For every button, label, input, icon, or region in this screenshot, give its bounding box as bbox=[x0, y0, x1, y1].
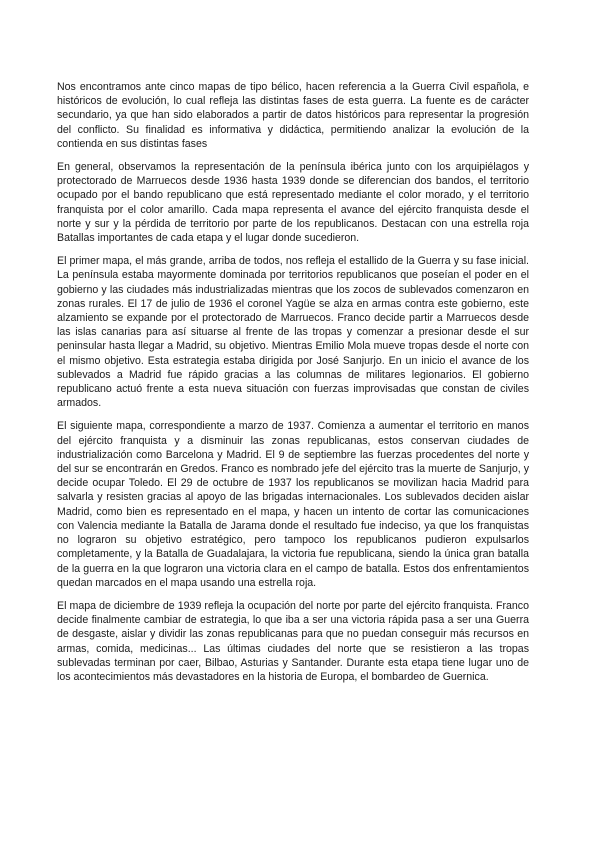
paragraph-general: En general, observamos la representación de la península ibérica junto con los arquipiélagos y protectorado de Marruecos desde 1936 hasta 1939 donde se diferencian dos bandos, el territorio ocupado por el bando republicano que está representado mediante el color morado, y el territorio franquista por el color amarillo. Cada mapa representa el avance del ejército franquista desde el norte y sur y la pérdida de territorio por parte de los republicanos. Destacan con una estrella roja Batallas importantes de cada etapa y el lugar donde sucedieron. bbox=[57, 161, 529, 245]
paragraph-intro: Nos encontramos ante cinco mapas de tipo bélico, hacen referencia a la Guerra Civil española, e históricos de evolución, lo cual refleja las distintas fases de esta guerra. La fuente es de carácter secundario, ya que han sido elaborados a partir de datos históricos para representar la progresión del conflicto. Su finalidad es informativa y didáctica, permitiendo analizar la evolución de la contienda en sus distintas fases bbox=[57, 81, 529, 150]
paragraph-third-map: El mapa de diciembre de 1939 refleja la ocupación del norte por parte del ejército franquista. Franco decide finalmente cambiar de estrategia, lo que iba a ser una victoria rápida pasa a ser una Guerra de desgaste, aislar y dividir las zonas republicanas para que no puedan conseguir más recursos en armas, comida, medicinas... Las últimas ciudades del norte que se resistieron a las tropas sublevadas terminan por caer, Bilbao, Asturias y Santander. Durante esta etapa tiene lugar uno de los acontecimientos más devastadores en la historia de Europa, el bombardeo de Guernica. bbox=[57, 599, 529, 683]
paragraph-second-map: El siguiente mapa, correspondiente a marzo de 1937. Comienza a aumentar el territorio en manos del ejército franquista y a disminuir las zonas republicanas, estos conservan ciudades de industrialización como Barcelona y Madrid. El 9 de septiembre las fuerzas procedentes del norte y del sur se encontrarán en Gredos. Franco es nombrado jefe del ejército tras la muerte de Sanjurjo, y decide ocupar Toledo. El 29 de octubre de 1937 los republicanos se movilizan hacia Madrid para salvarla y resisten gracias al apoyo de las brigadas internacionales. Los sublevados deciden aislar Madrid, como bien es representado en el mapa, y hacen un intento de cortar las comunicaciones con Valencia mediante la Batalla de Jarama donde el resultado fue indeciso, ya que los franquistas no lograron su objetivo estratégico, pero tampoco los republicanos pudieron expulsarlos completamente, y la Batalla de Guadalajara, la victoria fue republicana, siendo la única gran batalla de la guerra en la que lograron una victoria clara en el campo de batalla. Estos dos enfrentamientos quedan marcados en el mapa usando una estrella roja. bbox=[57, 420, 529, 589]
paragraph-first-map: El primer mapa, el más grande, arriba de todos, nos refleja el estallido de la Guerra y su fase inicial. La península estaba mayormente dominada por territorios republicanos que poseían el poder en el gobierno y las ciudades más industrializadas mientras que los zocos de sublevados comenzaron en zonas rurales. El 17 de julio de 1936 el coronel Yagüe se alza en armas contra este gobierno, este alzamiento se expande por el protectorado de Marruecos. Franco decide partir a Marruecos desde las islas canarias para así situarse al frente de las tropas y comenzar a presionar desde el sur peninsular hasta llegar a Madrid, su objetivo. Mientras Emilio Mola mueve tropas desde el norte con el mismo objetivo. Esta estrategia estaba dirigida por José Sanjurjo. En un inicio el avance de los sublevados a Madrid fue rápido gracias a las columnas de militares legionarios. El gobierno republicano actuó frente a esta nueva situación con fuerzas improvisadas que constan de civiles armados. bbox=[57, 255, 529, 410]
document-body bbox=[57, 80, 529, 693]
